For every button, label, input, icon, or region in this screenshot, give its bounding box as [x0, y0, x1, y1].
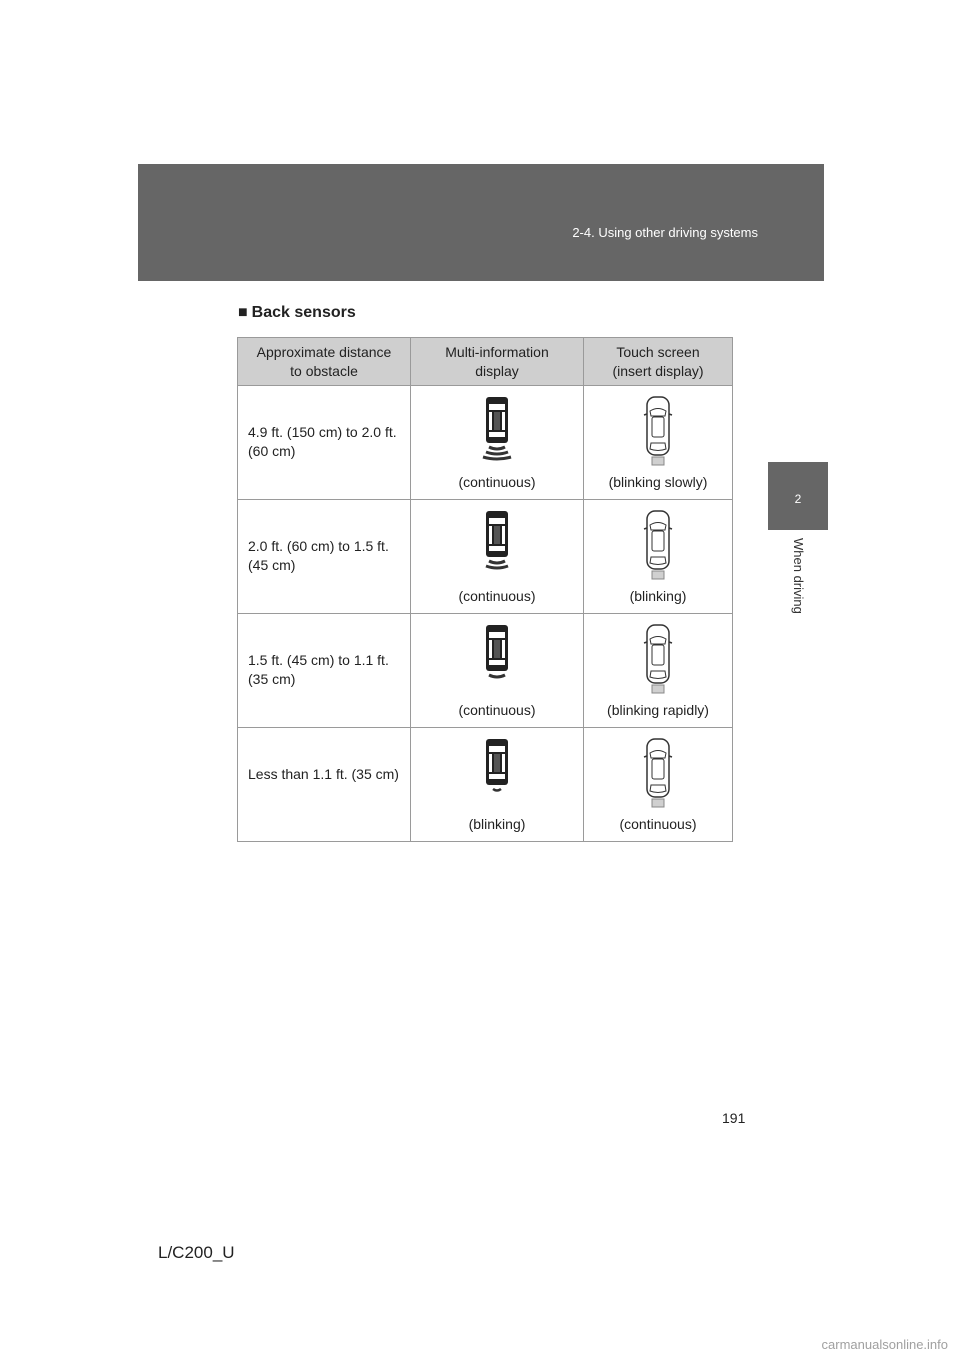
multi-info-cell-content — [411, 728, 583, 841]
distance-text: 1.5 ft. (45 cm) to 1.1 ft. (35 cm) — [248, 652, 389, 687]
sensor-arc — [486, 566, 508, 568]
car-windshield — [650, 637, 666, 645]
car-rear-window — [650, 557, 666, 565]
multi-info-status: (continuous) — [458, 588, 536, 604]
car-rear-window — [489, 660, 505, 665]
touch-screen-car-icon — [638, 509, 678, 581]
sensor-arc — [489, 561, 505, 563]
multi-info-car-icon — [482, 737, 512, 807]
car-windshield — [650, 523, 666, 531]
car-side-stripe — [489, 640, 492, 658]
section-heading-text: Back sensors — [251, 304, 356, 321]
sensor-arc — [489, 447, 505, 449]
car-rear-window — [489, 774, 505, 779]
touch-screen-car-icon — [638, 623, 678, 695]
car-windshield — [489, 632, 505, 638]
car-rear-window — [650, 443, 666, 451]
touch-screen-status: (blinking) — [629, 588, 687, 604]
car-side-stripe — [502, 754, 505, 772]
multi-info-cell — [411, 386, 584, 500]
touch-screen-status: (blinking rapidly) — [607, 702, 709, 718]
header-distance: Approximate distance to obstacle — [238, 338, 411, 386]
distance-cell — [238, 728, 411, 842]
sensor-zone-indicator — [652, 571, 664, 579]
table-row — [238, 386, 733, 500]
car-mirror — [644, 642, 647, 643]
multi-info-cell-content — [411, 386, 583, 499]
distance-cell — [238, 386, 411, 500]
car-mirror — [644, 414, 647, 415]
sensor-arc — [483, 457, 511, 459]
table-row — [238, 728, 733, 842]
car-roof — [494, 640, 500, 658]
touch-screen-status: (continuous) — [619, 816, 697, 832]
car-mirror — [644, 528, 647, 529]
table-row — [238, 614, 733, 728]
car-rear-window — [650, 671, 666, 679]
touch-screen-cell-content — [584, 614, 732, 727]
touch-screen-cell — [584, 614, 733, 728]
touch-screen-car-icon — [638, 395, 678, 467]
sensor-zone-indicator — [652, 799, 664, 807]
touch-screen-cell-content — [584, 728, 732, 841]
car-side-stripe — [502, 640, 505, 658]
header-touch-screen: Touch screen (insert display) — [584, 338, 733, 386]
car-side-stripe — [489, 412, 492, 430]
car-windshield — [650, 409, 666, 417]
distance-text: 4.9 ft. (150 cm) to 2.0 ft. (60 cm) — [248, 424, 397, 459]
car-side-stripe — [502, 526, 505, 544]
chapter-tab — [768, 462, 828, 530]
model-code: L/C200_U — [158, 1243, 235, 1262]
watermark: carmanualsonline.info — [821, 1337, 948, 1352]
distance-text: Less than 1.1 ft. (35 cm) — [248, 766, 399, 782]
multi-info-cell — [411, 728, 584, 842]
car-rear-window — [650, 785, 666, 793]
car-side-stripe — [489, 526, 492, 544]
car-mirror — [669, 528, 672, 529]
car-side-stripe — [502, 412, 505, 430]
section-heading — [238, 304, 356, 322]
car-rear-window — [489, 546, 505, 551]
car-windshield — [650, 751, 666, 759]
car-rear-window — [489, 432, 505, 437]
car-roof — [494, 412, 500, 430]
multi-info-status: (continuous) — [458, 702, 536, 718]
car-mirror — [669, 414, 672, 415]
header-multi-info: Multi-information display — [411, 338, 584, 386]
sensor-zone-indicator — [652, 685, 664, 693]
chapter-section-title: 2-4. Using other driving systems — [572, 225, 758, 240]
touch-screen-cell — [584, 386, 733, 500]
table-header-row — [238, 338, 733, 386]
distance-text: 2.0 ft. (60 cm) to 1.5 ft. (45 cm) — [248, 538, 389, 573]
sensor-distance-table — [237, 337, 733, 842]
multi-info-cell-content — [411, 500, 583, 613]
multi-info-status: (blinking) — [468, 816, 526, 832]
square-bullet-icon: ■ — [238, 304, 248, 321]
car-windshield — [489, 404, 505, 410]
sensor-arc — [486, 452, 508, 454]
multi-info-cell — [411, 500, 584, 614]
car-roof — [652, 417, 664, 437]
multi-info-car-icon — [482, 509, 512, 579]
page-number: 191 — [722, 1110, 746, 1126]
multi-info-status: (continuous) — [458, 474, 536, 490]
touch-screen-cell-content — [584, 386, 732, 499]
table-row — [238, 500, 733, 614]
multi-info-car-icon — [482, 395, 512, 465]
touch-screen-status: (blinking slowly) — [608, 474, 708, 490]
touch-screen-cell-content — [584, 500, 732, 613]
chapter-tab-number: 2 — [794, 492, 802, 506]
touch-screen-cell — [584, 728, 733, 842]
sensor-zone-indicator — [652, 457, 664, 465]
car-mirror — [669, 756, 672, 757]
sensor-arc — [489, 675, 505, 677]
car-roof — [494, 754, 500, 772]
multi-info-cell-content — [411, 614, 583, 727]
sensor-arc — [493, 789, 501, 791]
distance-cell — [238, 500, 411, 614]
multi-info-cell — [411, 614, 584, 728]
car-roof — [652, 645, 664, 665]
car-roof — [494, 526, 500, 544]
car-windshield — [489, 518, 505, 524]
car-mirror — [644, 756, 647, 757]
distance-cell — [238, 614, 411, 728]
car-side-stripe — [489, 754, 492, 772]
chapter-header-band — [138, 164, 824, 281]
multi-info-car-icon — [482, 623, 512, 693]
touch-screen-car-icon — [638, 737, 678, 809]
car-windshield — [489, 746, 505, 752]
chapter-tab-label: When driving — [791, 538, 806, 614]
touch-screen-cell — [584, 500, 733, 614]
car-roof — [652, 759, 664, 779]
car-mirror — [669, 642, 672, 643]
car-roof — [652, 531, 664, 551]
